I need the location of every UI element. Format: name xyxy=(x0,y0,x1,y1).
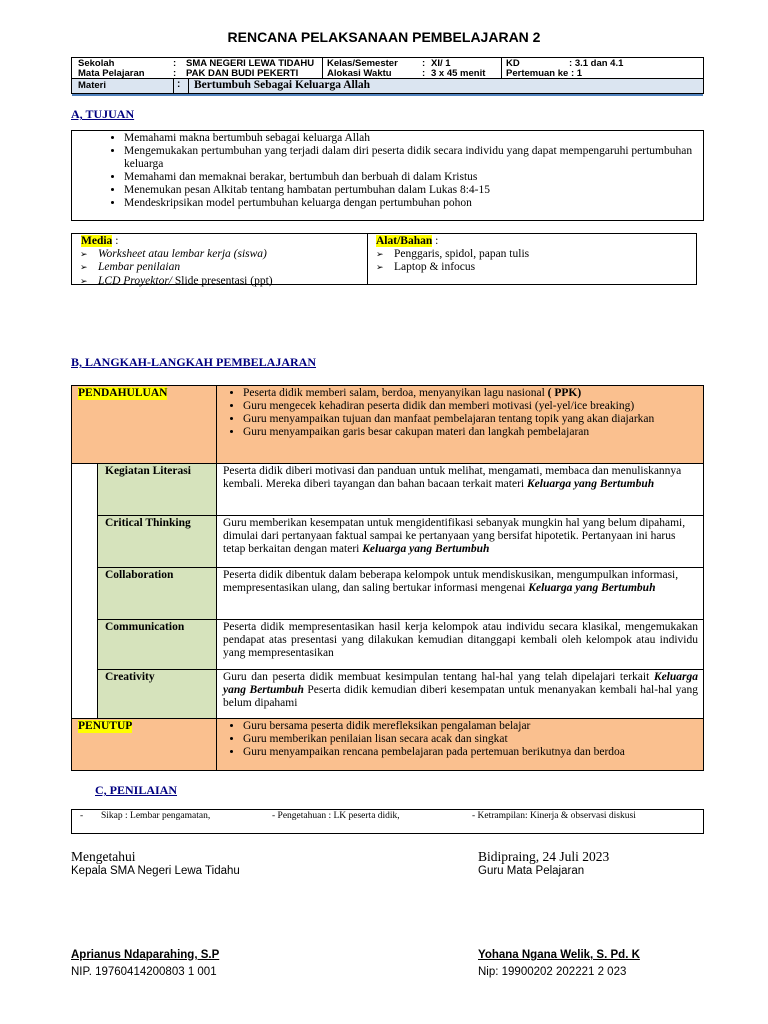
identity-table xyxy=(71,57,704,79)
pertemuan-value: 1 xyxy=(576,68,583,79)
penutup-item: • Guru menyampaikan rencana pembelajaran pada pertemuan berikutnya dan berdoa xyxy=(243,746,703,759)
arrow-bullet-icon: ➢ xyxy=(80,249,88,260)
mapel-sep: : xyxy=(173,68,177,79)
kd-label: KD xyxy=(506,58,520,69)
tujuan-box xyxy=(71,130,704,221)
media-item-tail: Slide presentasi (ppt) xyxy=(172,274,273,287)
materi-value: Bertumbuh Sebagai Keluarga Allah xyxy=(194,79,371,91)
sign-left-role: Kepala SMA Negeri Lewa Tidahu xyxy=(71,865,240,877)
pendahuluan-label-cell xyxy=(72,386,217,463)
sekolah-sep: : xyxy=(173,58,177,69)
materi-label: Materi xyxy=(78,80,106,91)
step-label: Creativity xyxy=(98,669,217,718)
tujuan-item: • Memahami makna bertumbuh sebagai keluarga Allah xyxy=(124,132,703,145)
mapel-label: Mata Pelajaran xyxy=(78,68,145,79)
step-label: Critical Thinking xyxy=(98,515,217,567)
penilaian-box xyxy=(71,809,704,834)
step-content: Peserta didik diberi motivasi dan panduan untuk melihat, mengamati, membaca dan menuliskannya kembali. Mereka diberi tayangan dan bahan bacaan terkait materi Keluarga yang Bertumbuh xyxy=(217,463,703,515)
step-label: Communication xyxy=(98,619,217,669)
alokasi-value: 3 x 45 menit xyxy=(431,68,486,79)
penilaian-heading: C, PENILAIAN xyxy=(95,783,178,797)
kelas-sep: : xyxy=(422,58,426,69)
materi-underline-bar xyxy=(72,94,703,96)
step-content: Peserta didik dibentuk dalam beberapa kelompok untuk mendiskusikan, mengumpulkan informasi, mempresentasikan ulang, dan saling bertukar informasi mengenai Keluarga yang Bertumbuh xyxy=(217,567,703,619)
sekolah-value: SMA NEGERI LEWA TIDAHU xyxy=(186,58,315,69)
steps-spacer xyxy=(72,463,98,718)
media-label: Media xyxy=(81,235,113,247)
alat-colon: : xyxy=(432,235,439,247)
kelas-value: XI/ 1 xyxy=(431,58,451,69)
mapel-value: PAK DAN BUDI PEKERTI xyxy=(186,68,299,79)
langkah-table xyxy=(71,385,704,771)
pendahuluan-item: • Guru mengecek kehadiran peserta didik dan memberi motivasi (yel-yel/ice breaking) xyxy=(243,400,703,413)
penutup-label: PENUTUP xyxy=(78,720,133,732)
penilaian-pengetahuan: - Pengetahuan : LK peserta didik, xyxy=(272,811,400,821)
media-item: LCD Proyektor/ xyxy=(98,274,172,287)
penilaian-dash: - xyxy=(80,811,84,821)
arrow-bullet-icon: ➢ xyxy=(80,263,88,273)
arrow-bullet-icon: ➢ xyxy=(376,249,384,260)
step-content: Peserta didik mempresentasikan hasil kerja kelompok atau individu secara klasikal, mengemukakan pendapat atas presentasi yang dilakukan kemudian ditanggapi kembali oleh kelompok atau individu yang mempresentasikan xyxy=(217,619,703,669)
penilaian-keterampilan: - Ketrampilan: Kinerja & observasi diskusi xyxy=(472,811,636,821)
penilaian-sikap: Sikap : Lembar pengamatan, xyxy=(101,811,211,821)
media-box xyxy=(71,233,697,285)
step-label: Kegiatan Literasi xyxy=(98,463,217,515)
alat-label: Alat/Bahan xyxy=(376,235,433,247)
pendahuluan-content xyxy=(217,386,703,463)
tujuan-item: • Mendeskripsikan model pertumbuhan keluarga dengan pertumbuhan pohon xyxy=(124,197,703,210)
sign-left-top: Mengetahui xyxy=(71,849,136,864)
media-item: Worksheet atau lembar kerja (siswa) xyxy=(98,247,267,260)
media-column xyxy=(72,234,368,287)
pertemuan-label: Pertemuan ke xyxy=(506,68,569,79)
alat-item: Laptop & infocus xyxy=(394,261,476,273)
kd-value: 3.1 dan 4.1 xyxy=(574,58,624,69)
pendahuluan-item: • Guru menyampaikan tujuan dan manfaat pembelajaran tentang topik yang akan diajarkan xyxy=(243,413,703,426)
penutup-item: • Guru bersama peserta didik merefleksikan pengalaman belajar xyxy=(243,720,703,733)
langkah-heading: B, LANGKAH-LANGKAH PEMBELAJARAN xyxy=(71,355,317,369)
kd-sep: : xyxy=(569,58,573,69)
ppk-tag: ( PPK) xyxy=(544,387,582,399)
sign-right-name: Yohana Ngana Welik, S. Pd. K xyxy=(478,949,640,961)
materi-sep: : xyxy=(177,79,181,90)
step-label: Collaboration xyxy=(98,567,217,619)
media-item: Lembar penilaian xyxy=(98,261,181,273)
pendahuluan-label: PENDAHULUAN xyxy=(78,387,168,399)
arrow-bullet-icon: ➢ xyxy=(376,263,384,273)
sign-left-nip: NIP. 19760414200803 1 001 xyxy=(71,966,217,978)
tujuan-heading: A, TUJUAN xyxy=(71,107,135,121)
step-content: Guru dan peserta didik membuat kesimpulan tentang hal-hal yang telah dipelajari terkait Keluarga yang Bertumbuh Peserta didik kemudian diberi kesempatan untuk menanyakan kembali hal-hal yang belum dipahami xyxy=(217,669,703,718)
alokasi-label: Alokasi Waktu xyxy=(327,68,392,79)
media-colon: : xyxy=(112,235,119,247)
pendahuluan-item: • Guru menyampaikan garis besar cakupan materi dan langkah pembelajaran xyxy=(243,426,703,439)
penutup-item: • Guru memberikan penilaian lisan secara acak dan singkat xyxy=(243,733,703,746)
pertemuan-sep: : xyxy=(570,68,575,79)
document-title: RENCANA PELAKSANAAN PEMBELAJARAN 2 xyxy=(227,29,541,45)
sign-right-role: Guru Mata Pelajaran xyxy=(478,865,585,877)
alokasi-sep: : xyxy=(422,68,426,79)
sign-left-name: Aprianus Ndaparahing, S.P xyxy=(71,949,220,961)
step-content: Guru memberikan kesempatan untuk mengidentifikasi sebanyak mungkin hal yang belum dipahami, dimulai dari pertanyaan faktual sampai ke pertanyaan yang bersifat hipotetik. Pertanyaan ini harus tetap berkaitan dengan materi Keluarga yang Bertumbuh xyxy=(217,515,703,567)
tujuan-item: • Mengemukakan pertumbuhan yang terjadi dalam diri peserta didik secara individu yang dapat mempengaruhi pertumbuhan keluarga xyxy=(124,145,703,171)
penutup-label-cell xyxy=(72,718,217,770)
sign-right-top: Bidipraing, 24 Juli 2023 xyxy=(478,849,610,864)
pendahuluan-item: • Peserta didik memberi salam, berdoa, menyanyikan lagu nasional ( PPK) xyxy=(243,387,703,400)
sekolah-label: Sekolah xyxy=(78,58,115,69)
tujuan-item: • Menemukan pesan Alkitab tentang hambatan pertumbuhan dalam Lukas 8:4-15 xyxy=(124,184,703,197)
kelas-label: Kelas/Semester xyxy=(327,58,398,69)
arrow-bullet-icon: ➢ xyxy=(80,276,88,287)
alat-item: Penggaris, spidol, papan tulis xyxy=(394,247,530,260)
tujuan-item: • Memahami dan memaknai berakar, bertumbuh dan berbuah di dalam Kristus xyxy=(124,171,703,184)
sign-right-nip: Nip: 19900202 202221 2 023 xyxy=(478,966,627,978)
tujuan-list xyxy=(72,132,703,210)
materi-row xyxy=(71,79,704,94)
penutup-content xyxy=(217,718,703,770)
alat-column xyxy=(368,234,696,284)
